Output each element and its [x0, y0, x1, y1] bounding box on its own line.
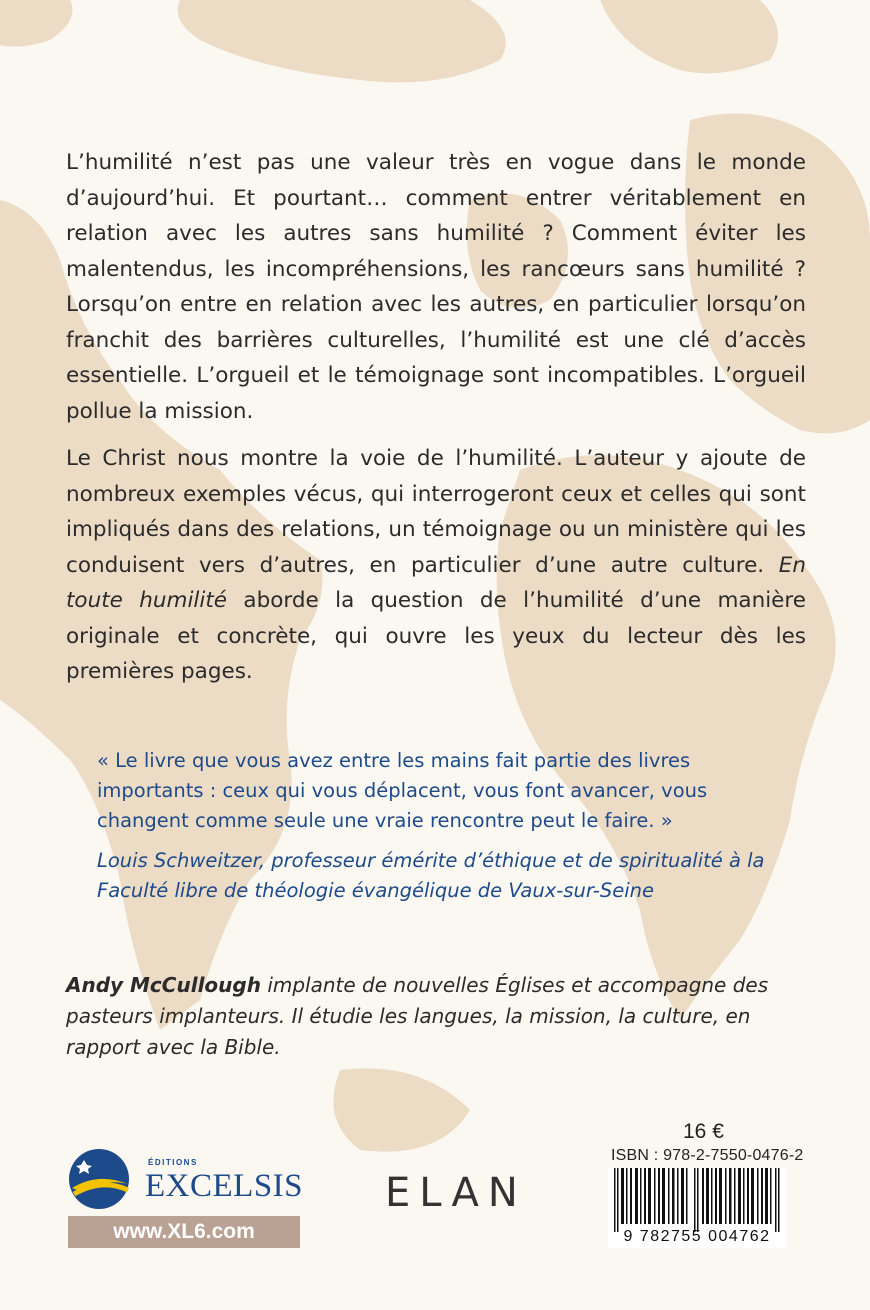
author-name: Andy McCullough — [66, 973, 261, 997]
price: 16 € — [683, 1120, 724, 1143]
barcode-number: 9 782755 004762 — [623, 1228, 771, 1245]
imprint-logo: ELAN — [385, 1170, 527, 1216]
publisher-website[interactable]: www.XL6.com — [68, 1216, 300, 1248]
author-bio — [66, 970, 806, 1063]
endorsement-attribution: Louis Schweitzer, professeur émérite d’éthique et de spiritualité à la Faculté libre de théologie évangélique de Vaux-sur-Seine — [97, 849, 765, 902]
isbn: ISBN : 978-2-7550-0476-2 — [611, 1147, 804, 1164]
paragraph-2-text-end: aborde la question de l’humilité d’une manière originale et concrète, qui ouvre les yeux du lecteur dès les premières pages. — [66, 588, 806, 684]
description-paragraph-2 — [66, 441, 806, 690]
book-title-mention: En toute humilité — [66, 552, 806, 613]
endorsement-quote: « Le livre que vous avez entre les mains fait partie des livres importants : ceux qui vous déplacent, vous font avancer, vous changent comme seule une vraie rencontre peut le faire. » — [97, 749, 708, 832]
paragraph-2-text-start: Le Christ nous montre la voie de l’humilité. L’auteur y ajoute de nombreux exemples vécus, qui interrogeront ceux et celles qui sont impliqués dans des relations, un témoignage ou un ministère qui les conduisent vers d’autres, en particulier d’une autre culture. — [66, 446, 806, 578]
publisher-name: EXCELSIS — [145, 1168, 304, 1204]
editions-label: ÉDITIONS — [148, 1158, 198, 1167]
description-paragraph-1: L’humilité n’est pas une valeur très en vogue dans le monde d’aujourd’hui. Et pourtant… comment entrer véritablement en relation avec les autres sans humilité ? Comment éviter les malentendus, les incompréhensions, les rancœurs sans humilité ? Lorsqu’on entre en relation avec les autres, en particulier lorsqu’on franchit des barrières culturelles, l’humilité est une clé d’accès essentielle. L’orgueil et le témoignage sont incompatibles. L’orgueil pollue la mission. — [66, 150, 806, 424]
barcode — [608, 1168, 786, 1248]
author-bio-text: implante de nouvelles Églises et accompagne des pasteurs implanteurs. Il étudie les langues, la mission, la culture, en rapport avec la Bible. — [66, 973, 769, 1059]
barcode-bars — [612, 1168, 782, 1232]
